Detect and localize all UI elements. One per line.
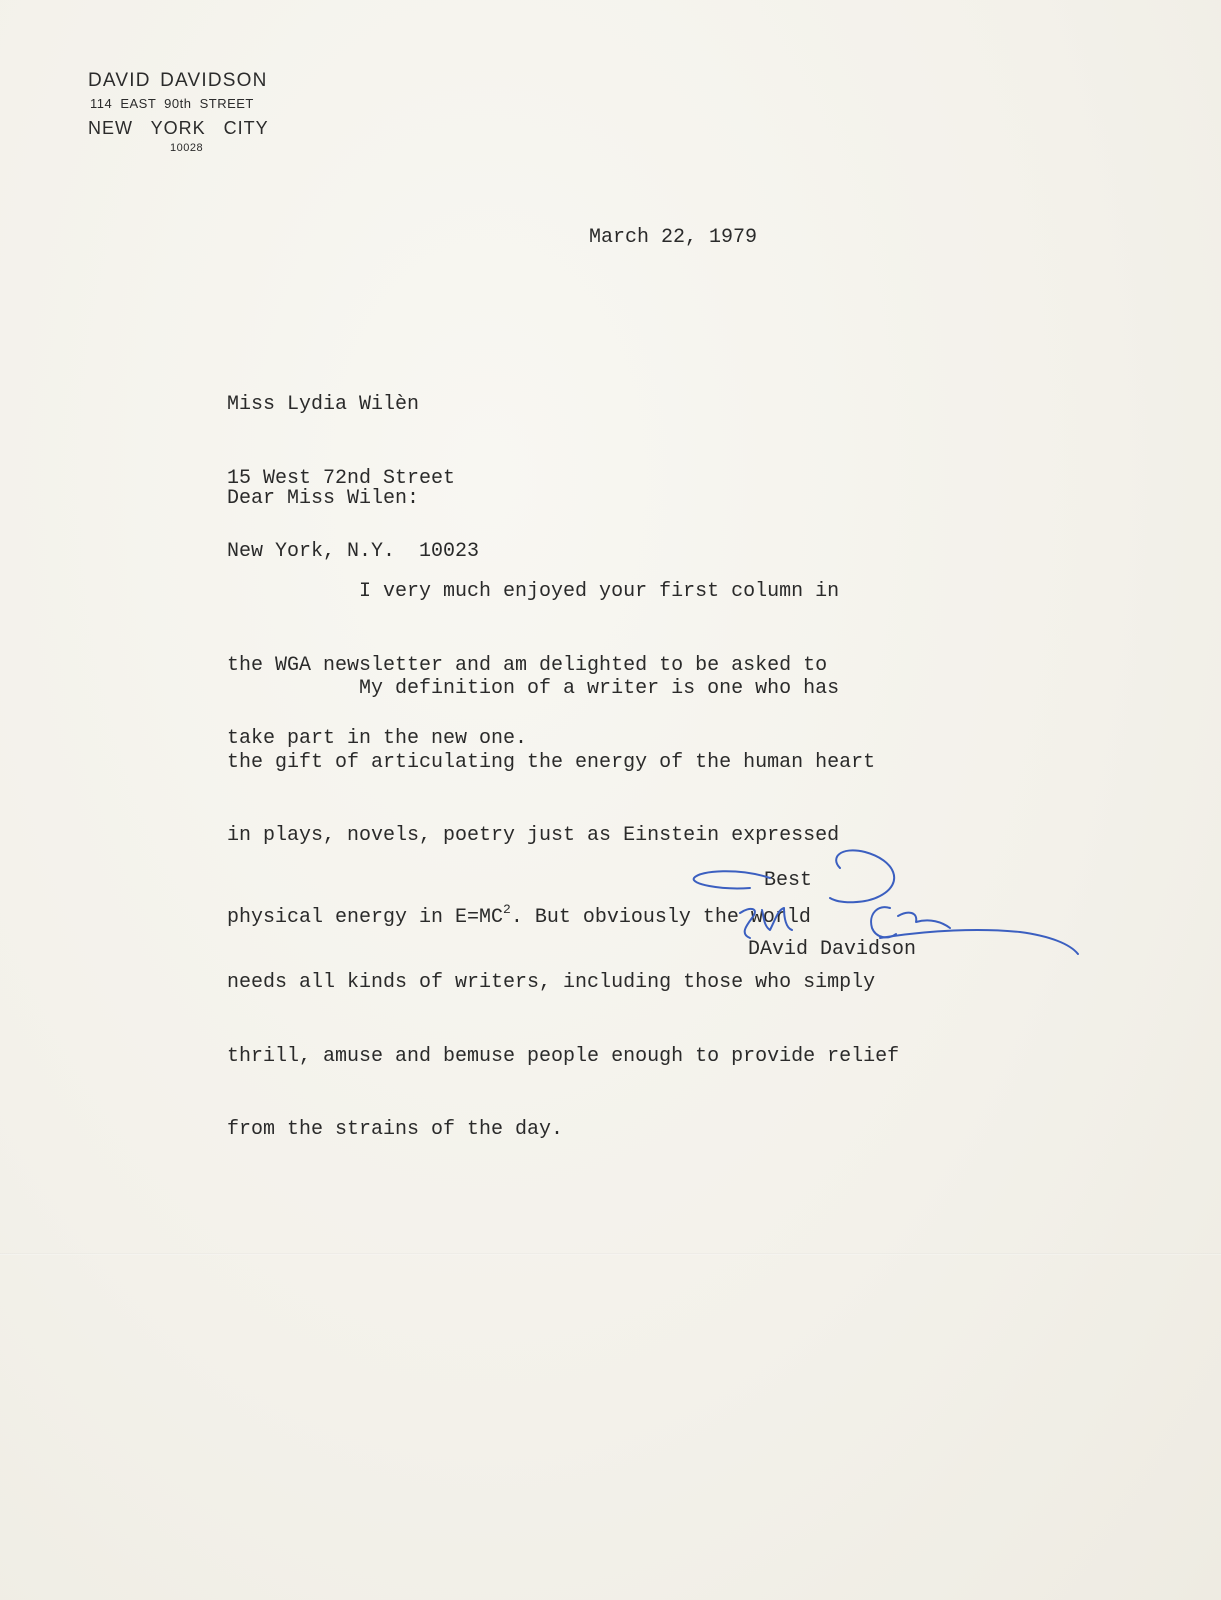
signature-stroke [871, 907, 896, 937]
paragraph-1-line: the WGA newsletter and am delighted to be asked to [227, 653, 828, 677]
formula-suffix: . But obviously the world [510, 905, 811, 929]
paragraph-2-line: in plays, novels, poetry just as Einstein expressed [227, 824, 840, 847]
typed-signature-name: DAvid Davidson [748, 938, 917, 961]
closing: Best [764, 869, 813, 892]
recipient-street: 15 West 72nd Street [227, 466, 456, 490]
handwritten-signature [680, 838, 1090, 978]
signature-stroke [898, 913, 950, 928]
letterhead-name: DAVID DAVIDSON [88, 70, 268, 91]
signature-stroke [694, 871, 770, 888]
salutation: Dear Miss Wilen: [227, 487, 420, 510]
paper-fold-line [0, 1253, 1221, 1255]
signature-stroke [880, 930, 1078, 954]
formula-prefix: physical energy in E=MC [227, 905, 504, 929]
letterhead-street: 114 EAST 90th STREET [90, 96, 254, 111]
paragraph-1-line: take part in the new one. [227, 727, 528, 750]
letterhead [88, 70, 293, 154]
recipient-name: Miss Lydia Wilèn [227, 393, 420, 416]
signature-stroke [740, 908, 792, 938]
letter-date: March 22, 1979 [589, 226, 758, 249]
paragraph-2-line: the gift of articulating the energy of the human heart [227, 750, 876, 774]
paragraph-1-line: I very much enjoyed your first column in [227, 580, 840, 603]
paragraph-2-line: from the strains of the day. [227, 1118, 564, 1141]
paragraph-2-line: My definition of a writer is one who has [227, 677, 840, 700]
letterhead-city: NEW YORK CITY [88, 118, 269, 138]
signature-stroke [830, 850, 894, 902]
formula-superscript: 2 [503, 901, 511, 917]
letterhead-zip: 10028 [170, 142, 204, 154]
paragraph-2-line: thrill, amuse and bemuse people enough to provide relief [227, 1044, 900, 1068]
recipient-city: New York, N.Y. 10023 [227, 540, 480, 563]
paragraph-2-line: needs all kinds of writers, including those who simply [227, 971, 876, 994]
